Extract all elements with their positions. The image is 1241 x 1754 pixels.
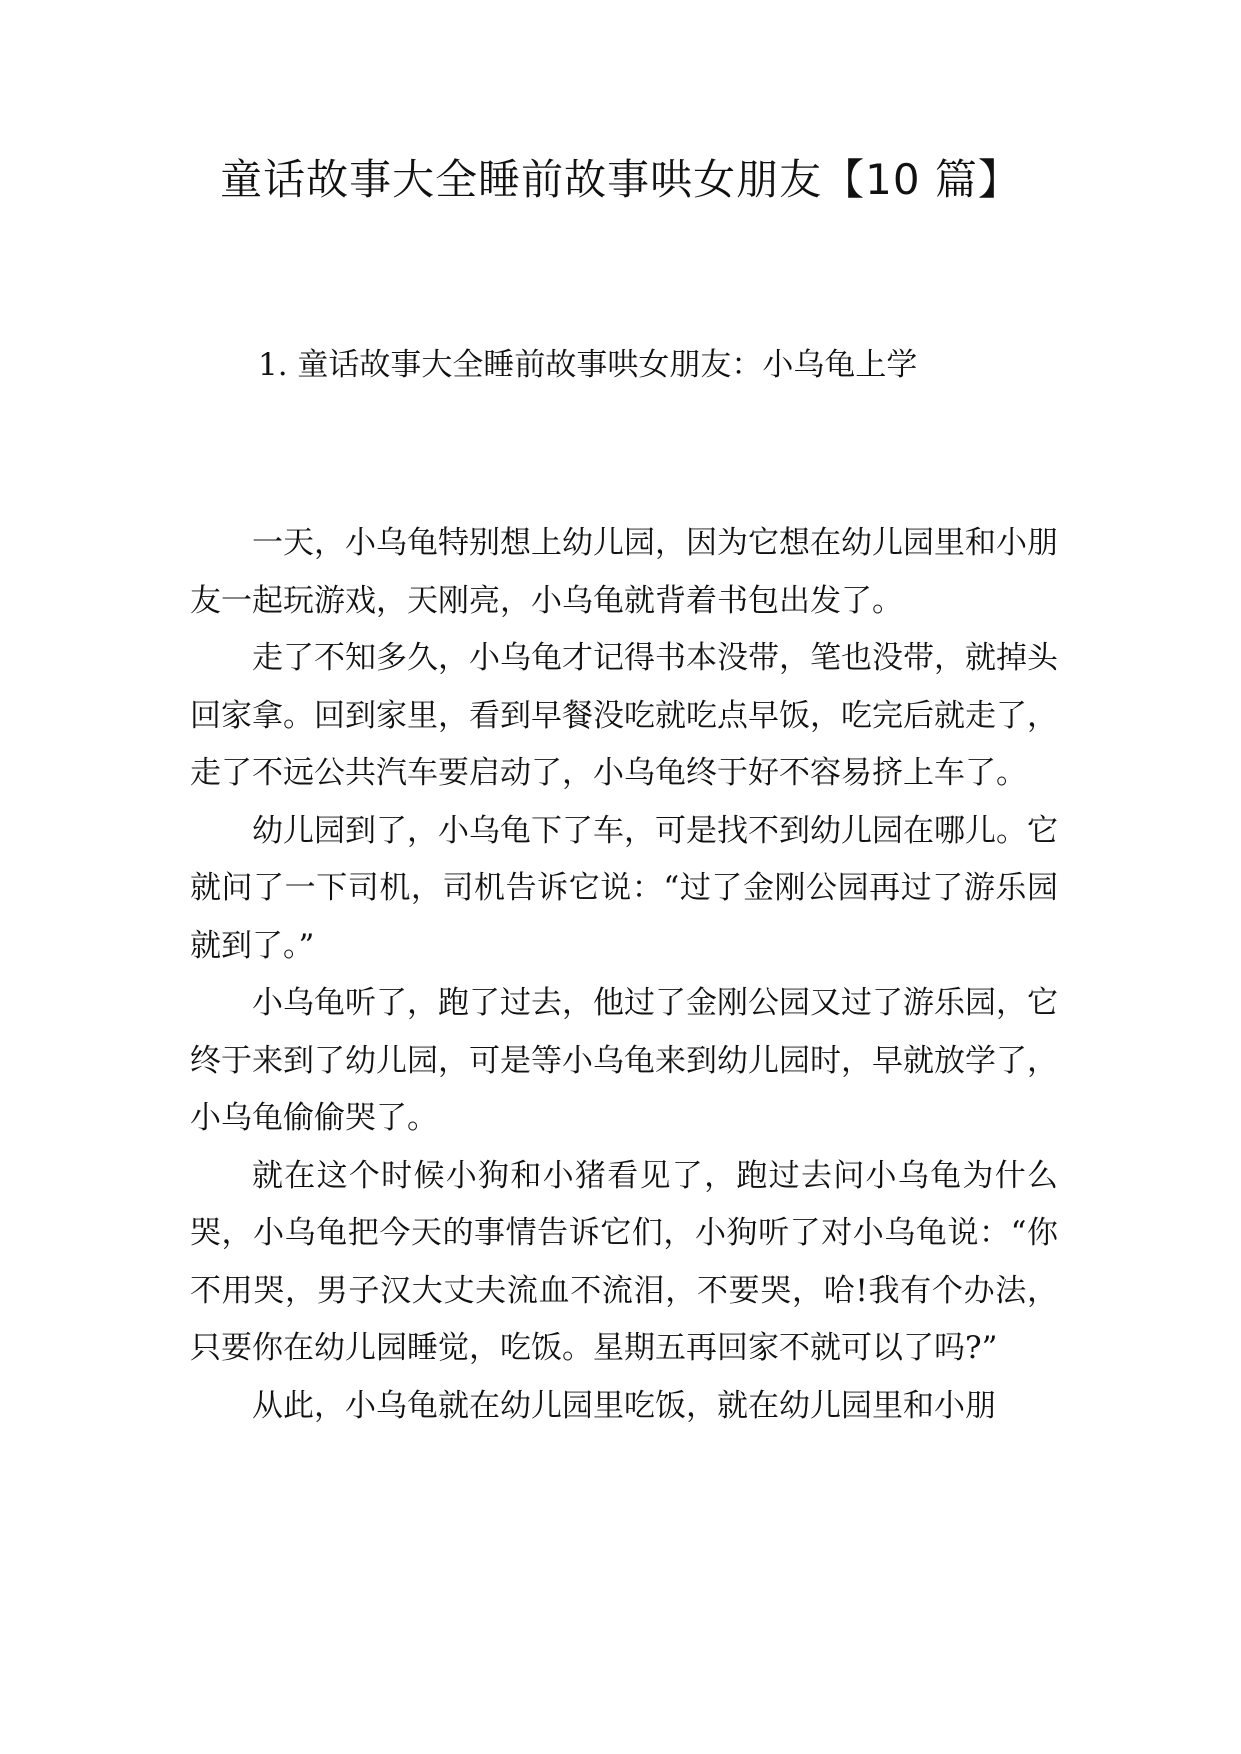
story-paragraph: 一天，小乌龟特别想上幼儿园，因为它想在幼儿园里和小朋友一起玩游戏，天刚亮，小乌龟就背着书包出发了。 (190, 525, 1058, 619)
story-paragraph: 幼儿园到了，小乌龟下了车，可是找不到幼儿园在哪儿。它就问了一下司机，司机告诉它说：“过了金刚公园再过了游乐园就到了。” (190, 812, 1058, 964)
section-heading: 1. 童话故事大全睡前故事哄女朋友：小乌龟上学 (258, 347, 918, 383)
document-title: 童话故事大全睡前故事哄女朋友【10 篇】 (220, 155, 1021, 204)
story-paragraph: 就在这个时候小狗和小猪看见了，跑过去问小乌龟为什么哭，小乌龟把今天的事情告诉它们，小狗听了对小乌龟说：“你不用哭，男子汉大丈夫流血不流泪，不要哭，哈!我有个办法，只要你在幼儿园睡觉，吃饭。星期五再回家不就可以了吗?” (190, 1157, 1058, 1366)
story-paragraph: 走了不知多久，小乌龟才记得书本没带，笔也没带，就掉头回家拿。回到家里，看到早餐没吃就吃点早饭，吃完后就走了，走了不远公共汽车要启动了，小乌龟终于好不容易挤上车了。 (190, 640, 1058, 791)
story-body (190, 515, 1058, 1435)
story-paragraph: 从此，小乌龟就在幼儿园里吃饭，就在幼儿园里和小朋 (252, 1387, 996, 1424)
story-paragraph: 小乌龟听了，跑了过去，他过了金刚公园又过了游乐园，它终于来到了幼儿园，可是等小乌龟来到幼儿园时，早就放学了，小乌龟偷偷哭了。 (190, 985, 1058, 1136)
